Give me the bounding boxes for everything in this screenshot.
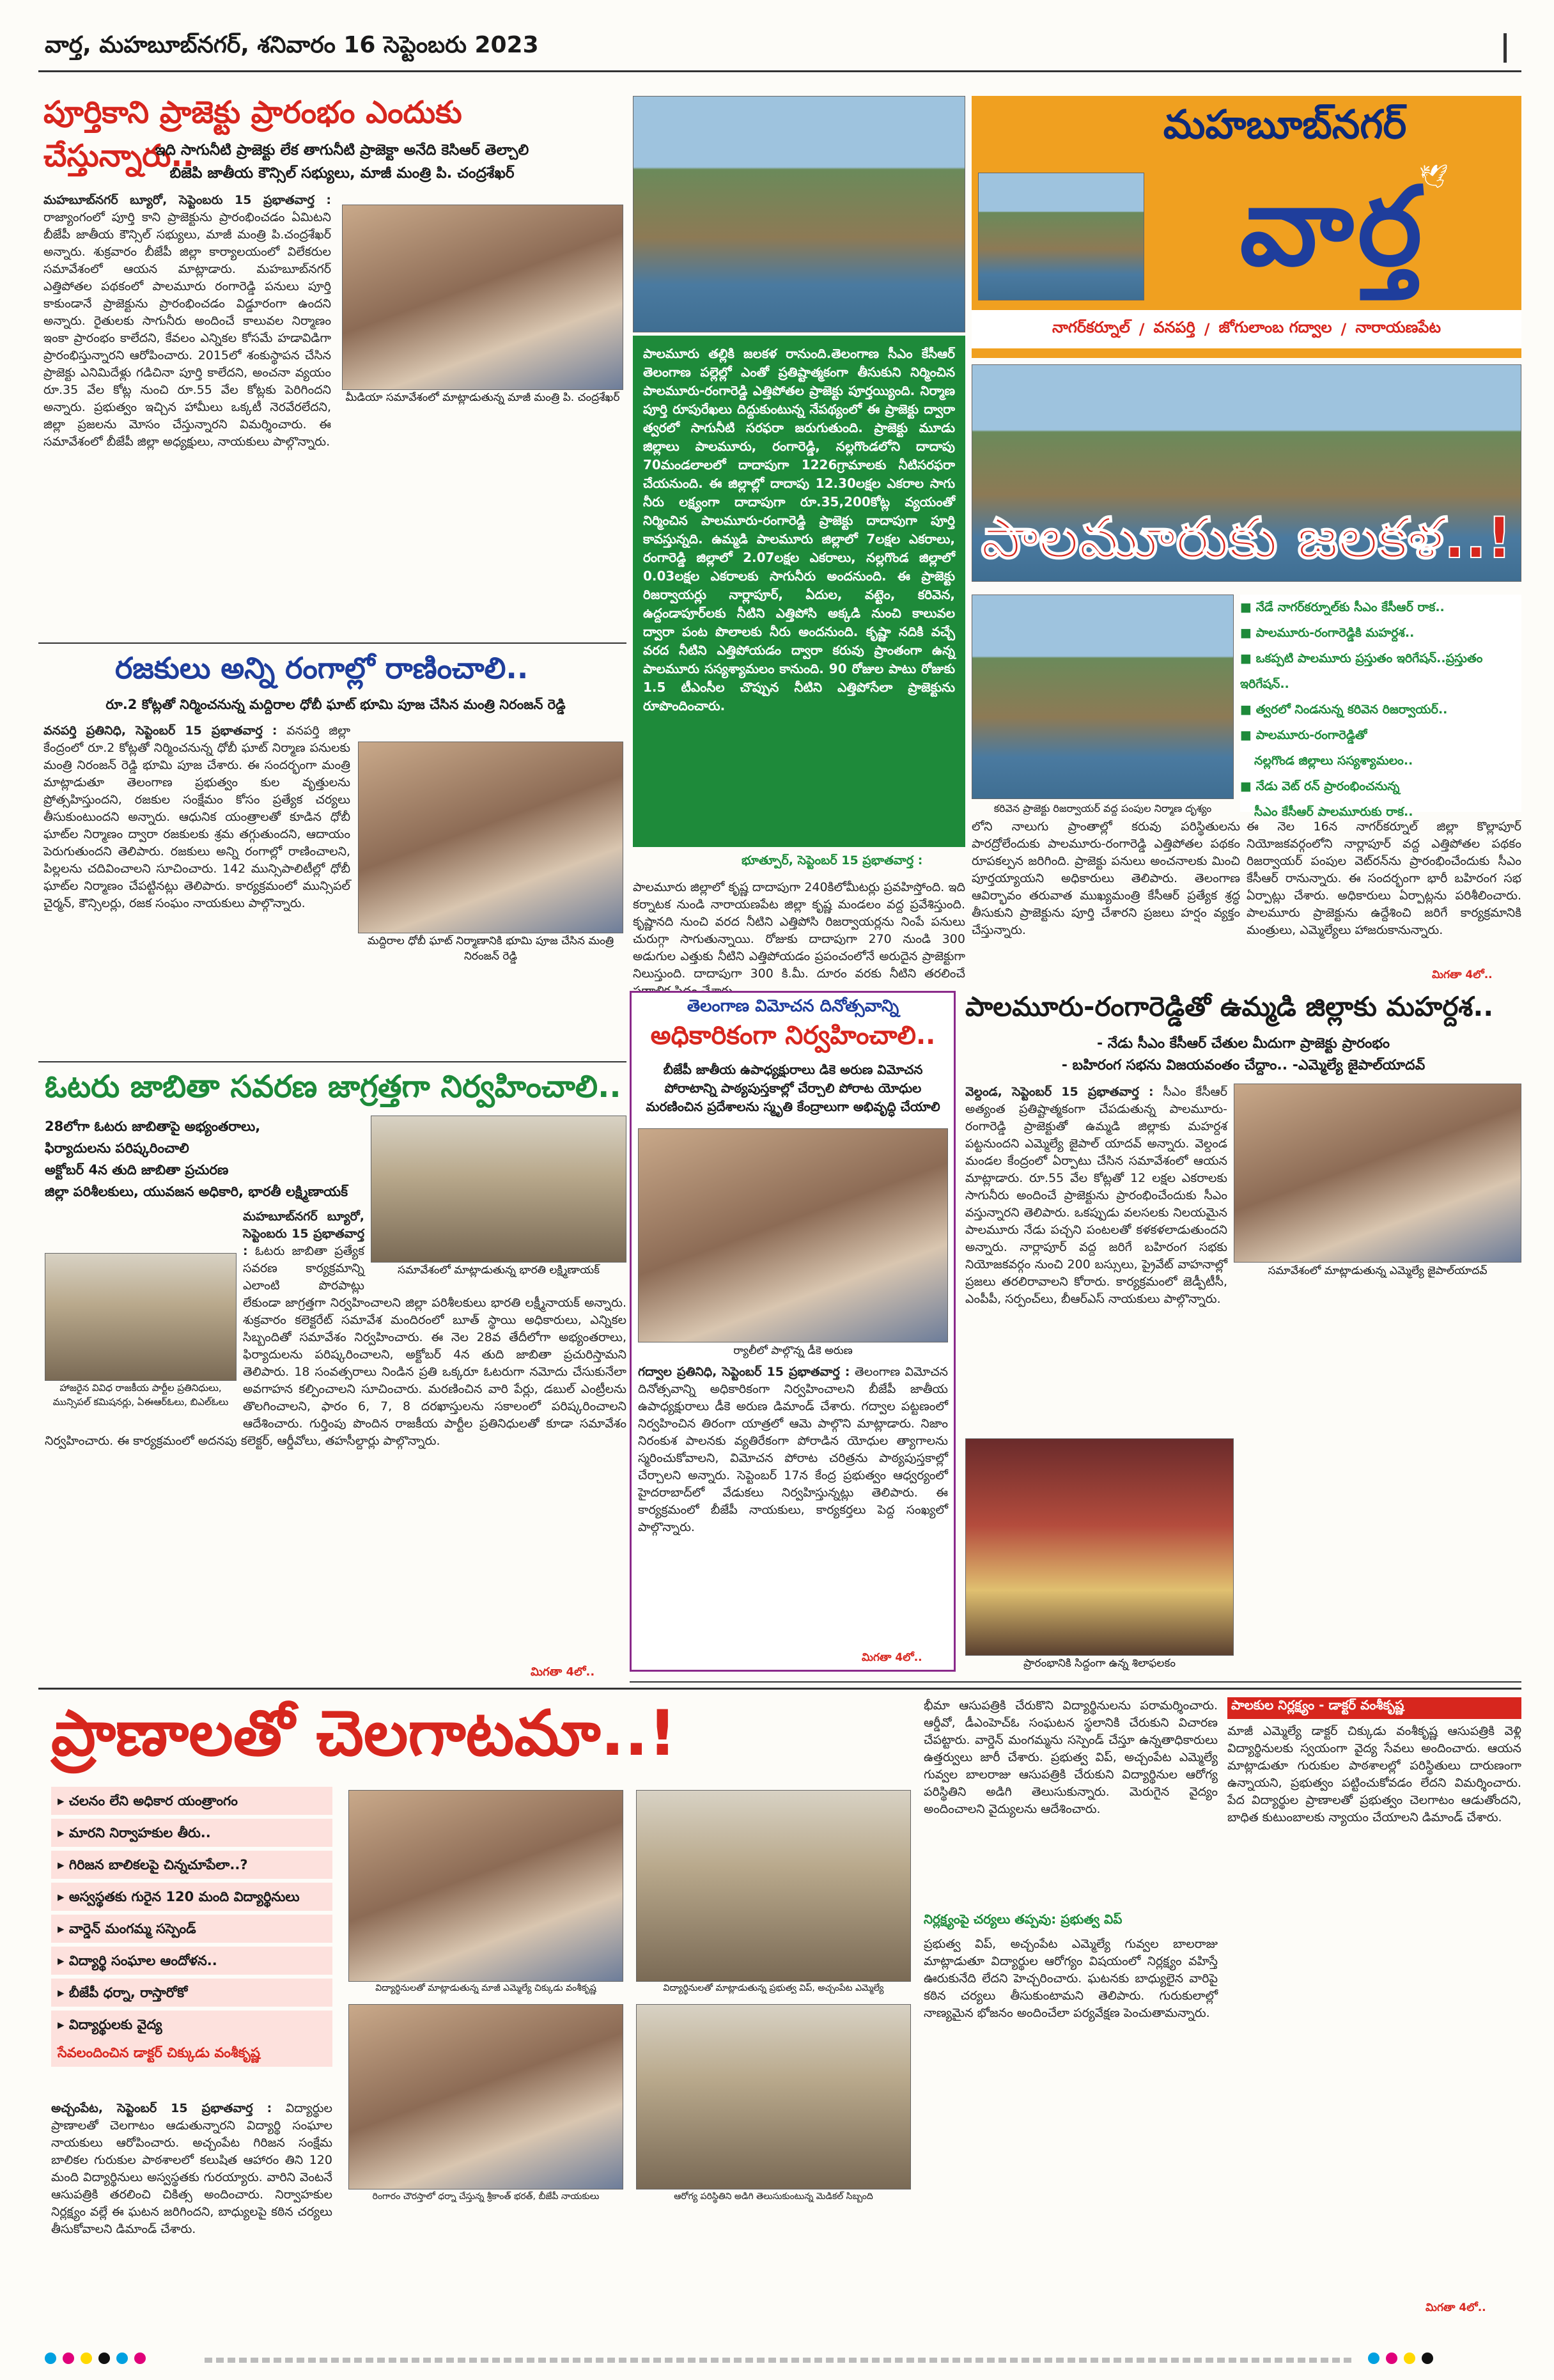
header-divider: [38, 70, 1521, 72]
story5-photo2: [965, 1438, 1234, 1656]
divider: [38, 1061, 626, 1062]
story1-body: [43, 192, 331, 646]
story2-dateline: వనపర్తి ప్రతినిధి, సెప్టెంబర్ 15 ప్రభాతవార్త :: [43, 724, 277, 738]
registration-bar: [205, 2358, 1355, 2363]
story2-headline: రజకులు అన్ని రంగాల్లో రాణించాలి..: [115, 651, 529, 685]
divider: [38, 642, 626, 644]
story2-photo: [358, 742, 623, 933]
masthead-box: [972, 96, 1521, 358]
story3-photo2-caption: హాజరైన వివిధ రాజకీయ పార్టీల ప్రతినిధులు, మున్సిపల్ కమిషనర్లు, ఏఈఆర్‌ఓలు, బిఎల్‌ఓలు: [52, 1382, 229, 1408]
story2-body-text: వనపర్తి జిల్లా కేంద్రంలో రూ.2 కోట్లతో నిర్మించనున్న ధోబీ ఘాట్ నిర్మాణ పనులకు మంత్రి నిరంజన్ రెడ్డి భూమి పూజ చేశారు. ఈ సందర్భంగా మంత్రి మాట్లాడుతూ తెలంగాణ ప్రభుత్వం కుల వృత్తులను ప్రోత్సహిస్తుందని, రజకుల సంక్షేమం కోసం ప్రత్యేక చర్యలు తీసుకుంటుందని అన్నారు. ఆధునిక యంత్రాలతో కూడిన ధోబీ ఘాట్‌ల నిర్మాణం ద్వారా రజకులకు శ్రమ తగ్గుతుందని, ఆదాయం పెరుగుతుందని తెలిపారు. రజకులు అన్ని రంగాల్లో రాణించాలని, పిల్లలను చదివించాలని సూచించారు. 142 మున్సిపాలిటీల్లో ధోబీ ఘాట్‌ల నిర్మాణం చేపట్టినట్లు తెలిపారు. కార్యక్రమంలో మున్సిపల్ చైర్మన్, కౌన్సిలర్లు, రజక సంఘం నాయకులు పాల్గొన్నారు.: [43, 724, 350, 910]
story6-photo3: [348, 2004, 623, 2189]
district-label: వనపర్తి: [1153, 318, 1195, 336]
story3-photo1-caption: సమావేశంలో మాట్లాడుతున్న భారతి లక్ష్మిణాయక్: [398, 1264, 600, 1277]
district-label: నారాయణపేట: [1355, 318, 1441, 336]
story6-bullet: ▸ అస్వస్థతకు గురైన 120 మంది విద్యార్థినులు: [51, 1883, 332, 1911]
story4-body: [638, 1364, 948, 1651]
bullet-item: ■ పాలమూరు-రంగారెడ్డితో: [1240, 728, 1367, 742]
story6-bullet: ▸ విద్యార్థి సంఘాల ఆందోళన..: [51, 1947, 332, 1975]
story6-photo4-caption: ఆరోగ్య పరిస్థితిని అడిగి తెలుసుకుంటున్న మెడికల్ సిబ్బంది: [674, 2191, 873, 2202]
story4-photo: [638, 1128, 948, 1342]
paper-logo: వార్త: [1239, 164, 1426, 290]
story1-dateline: మహబూబ్‌నగర్ బ్యూరో, సెప్టెంబరు 15 ప్రభాతవార్త :: [43, 193, 331, 207]
district-label: నాగర్‌కర్నూల్: [1052, 318, 1130, 336]
story6-photo1-caption: విద్యార్థినులతో మాట్లాడుతున్న మాజీ ఎమ్మెల్యే చిక్కుడు వంశీకృష్ణ: [375, 1983, 596, 1993]
story6-col2-head: నిర్లక్ష్యంపై చర్యలు తప్పవు: ప్రభుత్వ విప్: [924, 1911, 1123, 1927]
color-dot: [1404, 2353, 1415, 2364]
color-dot: [1368, 2353, 1379, 2364]
story4-kicker: తెలంగాణ విమోచన దినోత్సవాన్ని: [687, 997, 899, 1016]
bottom-col2: లోని నాలుగు ప్రాంతాల్లో కరువు పరిస్థితులను పారద్రోలేందుకు పాలమూరు-రంగారెడ్డి ఎత్తిపోతల పథకం రూపకల్పన జరిగింది. ప్రాజెక్టు పనులు అంచనాలకు మించి పూర్తయ్యాయని అధికారులు తెలిపారు. తెలంగాణ ఆవిర్భావం తరువాత ముఖ్యమంత్రి కేసీఆర్ ప్రత్యేక శ్రద్ధ తీసుకుని ప్రాజెక్టును పూర్తి చేశారని ప్రజలు హర్షం వ్యక్తం చేస్తున్నారు.: [972, 820, 1240, 937]
story2-subhead: రూ.2 కోట్లతో నిర్మించనున్న మద్దిరాల ధోబీ ఘాట్ భూమి పూజ చేసిన మంత్రి నిరంజన్ రెడ్డి: [105, 697, 566, 712]
story6-bullet: ▸ మారని నిర్వాహకుల తీరు..: [51, 1819, 332, 1847]
color-dot: [1386, 2353, 1397, 2364]
story2-body: [43, 722, 350, 1068]
story3-bullet: జిల్లా పరిశీలకులు, యువజన అధికారి, భారతీ లక్ష్మిణాయక్: [45, 1184, 348, 1199]
story5-photo1-caption: సమావేశంలో మాట్లాడుతున్న ఎమ్మెల్యే జైపాల్‌యాదవ్: [1268, 1264, 1488, 1277]
story6-bullet: ▸ బీజేపీ ధర్నా, రాస్తారోకో: [51, 1979, 332, 2007]
bottom-col1: పాలమూరు జిల్లాలో కృష్ణ దాదాపుగా 240కిలోమీటర్లు ప్రవహిస్తోంది. ఇది కర్నాటక నుండి నారాయణపేట జిల్లా కృష్ణ మండలం వద్ద ప్రవేశిస్తుంది. కృష్ణానది నుంచి వరద నీటిని ఎత్తిపోసి రిజర్వాయర్లను నింపే పనులు చురుగ్గా సాగుతున్నాయి. రోజుకు దాదాపుగా 270 నుండి 300 అడుగుల ఎత్తుకు నీటిని ఎత్తిపోయడం ప్రపంచంలోనే అరుదైన ప్రాజెక్టుగా నిలుస్తుంది. దాదాపుగా 300 కి.మీ. దూరం వరకు నీటిని తరలించే: [633, 880, 965, 981]
story3-bullet: అక్టోబర్ 4న తుది జాబితా ప్రచురణ: [45, 1162, 229, 1178]
color-dot: [116, 2353, 128, 2364]
story5-headline: పాలమూరు-రంగారెడ్డితో ఉమ్మడి జిల్లాకు మహర్దశ..: [965, 991, 1494, 1022]
story1-subhead1: ఇది సాగునీటి ప్రాజెక్టు లేక తాగునీటి ప్రాజెక్టా అనేది కెసిఆర్ తెల్చాలి: [155, 142, 529, 159]
bottom-continued: మిగతా 4లో..: [1432, 968, 1493, 981]
separator: /: [1204, 320, 1210, 338]
district-strip: [972, 310, 1521, 348]
story6-bullet: సేవలందించిన డాక్టర్ చిక్కుడు వంశీకృష్ణ: [51, 2039, 332, 2067]
story6-headline: ప్రాణాలతో చెలగాటమా..!: [51, 1697, 677, 1770]
bullet-item: ■ నేడే నాగర్‌కర్నూల్‌కు సీఎం కేసీఆర్ రాక..: [1240, 600, 1445, 614]
story3-bullets: [45, 1116, 390, 1205]
story3-bullet: ఫిర్యాదులను పరిష్కరించాలి: [45, 1140, 189, 1156]
story3-body: [45, 1208, 626, 1668]
story4-dateline: గద్వాల ప్రతినిధి, సెప్టెంబర్ 15 ప్రభాతవార్త :: [638, 1365, 850, 1379]
story3-headline: ఓటరు జాబితా సవరణ జాగ్రత్తగా నిర్వహించాలి..: [45, 1069, 621, 1105]
color-dot: [63, 2353, 74, 2364]
separator: /: [1340, 320, 1347, 338]
story5-sub2: - బహిరంగ సభను విజయవంతం చేద్దాం.. -ఎమ్మెల్యే జైపాల్‌యాదవ్: [1061, 1057, 1426, 1073]
story6-photo3-caption: రింగారం చౌరస్తాలో ధర్నా చేస్తున్న శ్రీకాంత్ భరత్, బీజేపీ నాయకులు: [372, 2191, 600, 2202]
story6-bullets: [51, 1787, 332, 2094]
story6-photo2: [636, 1790, 911, 1982]
color-dot: [81, 2353, 92, 2364]
separator: /: [1138, 320, 1145, 338]
bullet-item: ■ పాలమూరు-రంగారెడ్డికి మహర్దశ..: [1240, 626, 1415, 640]
story4-continued: మిగతా 4లో..: [862, 1651, 922, 1664]
green-bullets: [1240, 595, 1521, 819]
registration-marks-right: [1368, 2353, 1521, 2369]
story6-col2: భీమా ఆసుపత్రికి చేరుకొని విద్యార్థినులను పరామర్శించారు. ఆర్డీవో, డీఎంహెచ్ఓ సంఘటన స్థలానికి చేరుకుని విచారణ చేపట్టారు. వార్డెన్ మంగమ్మను సస్పెండ్ చేస్తూ ఉన్నతాధికారులు ఉత్తర్వులు జారీ చేశారు. ప్రభుత్వ విప్, అచ్చంపేట ఎమ్మెల్యే గువ్వల బాలరాజు ఆసుపత్రికి చేరుకుని విద్యార్థినుల ఆరోగ్య పరిస్థితిని అడిగి తెలుసుకున్నారు. మెరుగైన వైద్యం అందించాలని వైద్యులను ఆదేశించారు.: [924, 1699, 1218, 1816]
page-marker: [1503, 33, 1507, 63]
story6-col3-head: పాలకుల నిర్లక్ష్యం - డాక్టర్ వంశీకృష్ణ: [1227, 1697, 1521, 1719]
bullet-item: సీఎం కేసీఆర్ పాలమూరుకు రాక..: [1254, 805, 1413, 819]
story1-photo: [342, 205, 623, 390]
bottom-col3: ఈ నెల 16న నాగర్‌కర్నూల్ జిల్లా కొల్లాపూర్ నియోజకవర్గంలోని నార్లాపూర్ వద్ద ఎత్తిపోతల పథకం రిజర్వాయర్ పంపుల వెట్‌రన్‌ను ప్రారంభించేందుకు సీఎం కేసీఆర్ రానున్నారు. ఈ సందర్భంగా భారీ బహిరంగ సభ ఏర్పాట్లు చేశారు. అధికారులు ఏర్పాట్లను పరిశీలించారు. పాలమూరు ప్రాజెక్టును ఉద్దేశించి జరిగే కార్యక్రమానికి మంత్రులు, ఎమ్మెల్యేలు హాజరుకానున్నారు.: [1247, 820, 1521, 937]
registration-marks-left: [45, 2353, 192, 2369]
district-label: జోగులాంబ గద్వాల: [1218, 318, 1332, 336]
story6-body-text: విద్యార్థుల ప్రాణాలతో చెలగాటం ఆడుతున్నారని విద్యార్థి సంఘాల నాయకులు ఆరోపించారు. అచ్చంపేట గిరిజన సంక్షేమ బాలికల గురుకుల పాఠశాలలో కలుషిత ఆహారం తిని 120 మంది విద్యార్థినులు అస్వస్థతకు గురయ్యారు. వారిని వెంటనే ఆసుపత్రికి తరలించి చికిత్స అందించారు. నిర్వాహకుల నిర్లక్ష్యం వల్లే ఈ ఘటన జరిగిందని, బాధ్యులపై కఠిన చర్యలు తీసుకోవాలని డిమాండ్ చేశారు.: [51, 2101, 332, 2236]
story5-dateline: వెల్దండ, సెప్టెంబర్ 15 ప్రభాతవార్త :: [965, 1085, 1154, 1099]
big-headline: పాలమూరుకు జలకళ..!: [981, 505, 1512, 571]
story1-headline: పూర్తికాని ప్రాజెక్టు ప్రారంభం ఎందుకు చేస్తున్నారు..: [43, 95, 462, 174]
story4-subhead: బీజేపీ జాతీయ ఉపాధ్యక్షురాలు డికె అరుణ విమోచన పోరాటాన్ని పాఠ్యపుస్తకాల్లో చేర్చాలి పోరాట యోధుల మరణించిన ప్రదేశాలను స్మృతి కేంద్రాలుగా అభివృద్ధి చేయాలి: [646, 1062, 940, 1114]
bullet-item: ■ నేడు వెట్ రన్ ప్రారంభించనున్న: [1240, 779, 1400, 793]
story4-headline: అధికారికంగా నిర్వహించాలి..: [650, 1021, 936, 1050]
story6-photo4: [636, 2004, 911, 2189]
story5-photo1: [1234, 1084, 1521, 1263]
karivena-photo: [972, 595, 1234, 799]
story4-box: [630, 991, 956, 1672]
story6-photo1: [348, 1790, 623, 1982]
story4-body-text: తెలంగాణ విమోచన దినోత్సవాన్ని అధికారికంగా నిర్వహించాలని బీజేపీ జాతీయ ఉపాధ్యక్షురాలు డీకె అరుణ డిమాండ్ చేశారు. గద్వాల పట్టణంలో నిర్వహించిన తిరంగా యాత్రలో ఆమె పాల్గొని మాట్లాడారు. నిజాం నిరంకుశ పాలనకు వ్యతిరేకంగా పోరాడిన యోధుల త్యాగాలను స్మరించుకోవాలని, విమోచన పోరాట చరిత్రను పాఠ్యపుస్తకాల్లో చేర్చాలని అన్నారు. సెప్టెంబర్ 17న కేంద్ర ప్రభుత్వం ఆధ్వర్యంలో హైదరాబాద్‌లో వేడుకలు నిర్వహిస్తున్నట్లు తెలిపారు. ఈ కార్యక్రమంలో బీజేపీ నాయకులు, కార్యకర్తలు పెద్ద సంఖ్యలో పాల్గొన్నారు.: [638, 1365, 949, 1534]
color-dot: [45, 2353, 56, 2364]
edition-name: మహబూబ్‌నగర్: [1163, 101, 1407, 148]
story1-body-text: రాజ్యాంగంలో పూర్తి కాని ప్రాజెక్టును ప్రారంభించడం ఏమిటని బీజేపీ జాతీయ కౌన్సిల్ సభ్యులు, మాజీ మంత్రి పి.చంద్రశేఖర్ అన్నారు. శుక్రవారం బీజేపీ జిల్లా కార్యాలయంలో విలేకరుల సమావేశంలో ఆయన మాట్లాడారు. మహబూబ్‌నగర్ ఎత్తిపోతల పథకంలో పాలమూరు రంగారెడ్డి పనులు పూర్తి కాకుండానే ప్రాజెక్టును ప్రారంభించడం విడ్డూరంగా ఉందని అన్నారు. రైతులకు సాగునీరు అందించే కాలువల నిర్మాణం ఇంకా ప్రారంభం కాలేదని, కేవలం ఎన్నికల కోసమే హడావిడిగా ప్రారంభిస్తున్నారని ఆరోపించారు. 2015లో శంకుస్థాపన చేసిన ప్రాజెక్టు ఎనిమిదేళ్లు గడిచినా పూర్తి కాలేదని, అంచనా వ్యయం రూ.35 వేల కోట్ల నుంచి రూ.55 వేల కోట్లకు పెరిగిందని అన్నారు. ప్రభుత్వం ఇచ్చిన హామీలు ఒక్కటీ నెరవేరలేదని, జిల్లా ప్రజలను మోసం చేస్తున్నారని విమర్శించారు. ఈ సమావేశంలో బీజేపీ జిల్లా అధ్యక్షులు, నాయకులు పాల్గొన్నారు.: [43, 210, 331, 449]
karivena-caption: కరివెన ప్రాజెక్టు రిజర్వాయర్ వద్ద పంపుల నిర్మాణ దృశ్యం: [993, 802, 1212, 814]
story6-photo2-caption: విద్యార్థినులతో మాట్లాడుతున్న ప్రభుత్వ విప్, అచ్చంపేట ఎమ్మెల్యే: [663, 1983, 884, 1993]
story6-bullet: ▸ వార్డెన్ మంగమ్మ సస్పెండ్: [51, 1915, 332, 1943]
story5-sub1: - నేడు సీఎం కేసీఆర్ చేతుల మీదుగా ప్రాజెక్టు ప్రారంభం: [1097, 1036, 1390, 1052]
color-dot: [98, 2353, 110, 2364]
story6-col2b: ప్రభుత్వ విప్, అచ్చంపేట ఎమ్మెల్యే గువ్వల బాలరాజు మాట్లాడుతూ విద్యార్థుల ఆరోగ్యం విషయంలో నిర్లక్ష్యం వహిస్తే ఊరుకునేది లేదని హెచ్చరించారు. ఘటనకు బాధ్యులైన వారిపై కఠిన చర్యలు తీసుకుంటామని తెలిపారు. గురుకులాల్లో నాణ్యమైన భోజనం అందించేలా పర్యవేక్షణ పెంచుతామన్నారు.: [924, 1937, 1218, 2020]
story3-body-text: ఓటరు జాబితా ప్రత్యేక సవరణ కార్యక్రమాన్ని ఎలాంటి పొరపాట్లు లేకుండా జాగ్రత్తగా నిర్వహించాలని జిల్లా పరిశీలకులు భారతి లక్ష్మీనాయక్ అన్నారు. శుక్రవారం కలెక్టరేట్ సమావేశ మందిరంలో బూత్ స్థాయి అధికారులు, ఎన్నికల సిబ్బందితో సమావేశం నిర్వహించారు. ఈ నెల 28వ తేదీలోగా అభ్యంతరాలు, ఫిర్యాదులను పరిష్కరించాలని, అక్టోబర్ 4న తుది జాబితా ప్రచురిస్తామని తెలిపారు. 18 సంవత్సరాలు నిండిన ప్రతి ఒక్కరూ ఓటరుగా నమోదు చేసుకునేలా అవగాహన కల్పించాలని సూచించారు. మరణించిన వారి పేర్లు, డబుల్ ఎంట్రీలను తొలగించాలని, ఫారం 6, 7, 8 దరఖాస్తులను సకాలంలో పరిష్కరించాలని ఆదేశించారు. గుర్తింపు పొందిన రాజకీయ పార్టీల ప్రతినిధులతో కూడా సమావేశం నిర్వహించారు. ఈ కార్యక్రమంలో అదనపు కలెక్టర్, ఆర్డీవోలు, తహసీల్దార్లు పాల్గొన్నారు.: [45, 1244, 626, 1448]
divider: [38, 1688, 1521, 1690]
divider: [630, 1681, 1521, 1683]
story6-col3: మాజీ ఎమ్మెల్యే డాక్టర్ చిక్కుడు వంశీకృష్ణ ఆసుపత్రికి వెళ్లి విద్యార్థినులకు స్వయంగా వైద్య సేవలు అందించారు. ఆయన మాట్లాడుతూ గురుకుల పాఠశాలల్లో పరిస్థితులు దారుణంగా ఉన్నాయని, ప్రభుత్వం పట్టించుకోవడం లేదని విమర్శించారు. పేద విద్యార్థుల ప్రాణాలతో ప్రభుత్వం చెలగాటం ఆడుతోందని, బాధిత కుటుంబాలకు న్యాయం చేయాలని డిమాండ్ చేశారు.: [1227, 1724, 1521, 1824]
story6-bullet: ▸ చలనం లేని అధికార యంత్రాంగం: [51, 1787, 332, 1815]
story1-photo-caption: మీడియా సమావేశంలో మాట్లాడుతున్న మాజీ మంత్రి పి. చంద్రశేఖర్: [345, 391, 620, 404]
story3-dateline: మహబూబ్‌నగర్ బ్యూరో, సెప్టెంబరు 15 ప్రభాతవార్త :: [243, 1209, 364, 1258]
story5-body-text: సీఎం కేసీఆర్ అత్యంత ప్రతిష్టాత్మకంగా చేపడుతున్న పాలమూరు-రంగారెడ్డి ప్రాజెక్టుతో ఉమ్మడి జిల్లాకు మహర్దశ పట్టనుందని ఎమ్మెల్యే జైపాల్ యాదవ్ అన్నారు. వెల్దండ మండల కేంద్రంలో ఏర్పాటు చేసిన సమావేశంలో ఆయన మాట్లాడారు. రూ.55 వేల కోట్లతో 12 లక్షల ఎకరాలకు సాగునీరు అందించే ప్రాజెక్టును ప్రారంభించేందుకు సీఎం వస్తున్నారని తెలిపారు. ఒకప్పుడు వలసలకు నిలయమైన పాలమూరు నేడు పచ్చని పంటలతో కళకళలాడుతుందని అన్నారు. నార్లాపూర్ వద్ద జరిగే బహిరంగ సభకు నియోజకవర్గం నుంచి 200 బస్సులు, ప్రైవేట్ వాహనాల్లో ప్రజలు తరలిరావాలని కోరారు. కార్యక్రమంలో జెడ్పీటీసీ, ఎంపీపీ, సర్పంచ్‌లు, బీఆర్ఎస్ నాయకులు పాల్గొన్నారు.: [965, 1085, 1227, 1306]
story6-bullet: ▸ విద్యార్థులకు వైద్య: [51, 2011, 332, 2039]
story3-bullet: 28లోగా ఓటరు జాబితాపై అభ్యంతరాలు,: [45, 1119, 261, 1134]
center-body: పాలమూరు తల్లికి జలకళ రానుంది.తెలంగాణ సీఎం కేసీఆర్ తెలంగాణ పల్లెల్లో ఎంతో ప్రతిష్టాత్మకంగా తీసుకుని నిర్మించిన పాలమూరు-రంగారెడ్డి ఎత్తిపోతల ప్రాజెక్టు పూర్తయ్యింది. నిర్మాణ పూర్తి రూపురేఖలు దిద్దుకుంటున్న నేపథ్యంలో ఈ ప్రాజెక్టు ద్వారా త్వరలో సాగునీటి సరఫరా జరుగుతుంది. ప్రాజెక్టు మూడు జిల్లాలు పాలమూరు, రంగారెడ్డి, నల్లగొండలోని దాదాపు 70మండలాలలో దాదాపుగా 1226గ్రామాలకు నీటిసరఫరా చేయనుంది. ఈ జిల్లాల్లో దాదాపు 12.30లక్షల ఎకరాల సాగు నీరు లక్ష్యంగా దాదాపుగా రూ.35,200కోట్ల వ్యయంతో నిర్మించిన పాలమూరు-రంగారెడ్డి ప్రాజెక్టు దాదాపుగా పూర్తి కావస్తున్నది. ఉమ్మడి పాలమూరు జిల్లాలో 7లక్షల ఎకరాలు, రంగారెడ్డి జిల్లాలో 2.07లక్షల ఎకరాలు, నల్లగొండ జిల్లాలో 0.03లక్షల ఎకరాలకు సాగునీరు అందనుంది. ఈ ప్రాజెక్టు రిజర్వాయర్లు నార్లాపూర్, ఏదుల, వట్టెం, కరివెన, ఉద్దండాపూర్‌లకు నీటిని ఎత్తిపోసి అక్కడి నుంచి కాలువల ద్వారా పంట పొలాలకు నీరు అందనుంది. కృష్ణా నదికి వచ్చే వరద నీటిని ఎత్తిపోయడం ద్వారా కరువు ప్రాంతంగా ఉన్న పాలమూరు సస్యశ్యామలం కానుంది. 90 రోజుల పాటు రోజుకు 1.5 టీఎంసీల చొప్పున నీటిని ఎత్తిపోసేలా ప్రాజెక్టును రూపొందించారు.: [633, 336, 965, 847]
story2-photo-caption: మద్దిరాల ధోబీ ఘాట్ నిర్మాణానికి భూమి పూజ చేసిన మంత్రి నిరంజన్ రెడ్డి: [367, 935, 614, 963]
bullet-item: ■ ఒకప్పటి పాలమూరు ప్రస్తుతం ఇరిగేషన్..ప్రస్తుతం ఇరిగేషన్..: [1240, 651, 1483, 691]
center-photo: [633, 96, 965, 332]
color-dot: [1422, 2353, 1433, 2364]
center-byline: భూత్పూర్, సెప్టెంబర్ 15 ప్రభాతవార్త :: [742, 853, 923, 867]
story6-bullet: ▸ గిరిజన బాలికలపై చిన్నచూపేలా..?: [51, 1851, 332, 1879]
bullet-item: ■ త్వరలో నిండనున్న కరివెన రిజర్వాయర్..: [1240, 703, 1448, 717]
story6-continued: మిగతా 4లో..: [1426, 2301, 1486, 2314]
color-dot: [134, 2353, 146, 2364]
story5-body: [965, 1084, 1227, 1339]
bird-icon: 🕊: [1419, 164, 1449, 190]
masthead-photo: [978, 173, 1144, 300]
story1-subhead2: బిజెపి జాతీయ కౌన్సిల్ సభ్యులు, మాజీ మంత్రి పి. చంద్రశేఖర్: [169, 165, 515, 182]
page-header-line: వార్త, మహబూబ్‌నగర్, శనివారం 16 సెప్టెంబరు 2023: [45, 32, 539, 58]
story6-body: [51, 2100, 332, 2317]
bullet-item: నల్లగొండ జిల్లాలు సస్యశ్యామలం..: [1254, 754, 1413, 768]
story6-dateline: అచ్చంపేట, సెప్టెంబర్ 15 ప్రభాతవార్త :: [51, 2101, 272, 2115]
story4-photo-caption: ర్యాలీలో పాల్గొన్న డీకె అరుణ: [733, 1344, 853, 1357]
story3-continued: మిగతా 4లో..: [531, 1665, 595, 1679]
story5-photo2-caption: ప్రారంభానికి సిద్దంగా ఉన్న శిలాఫలకం: [1023, 1657, 1176, 1670]
